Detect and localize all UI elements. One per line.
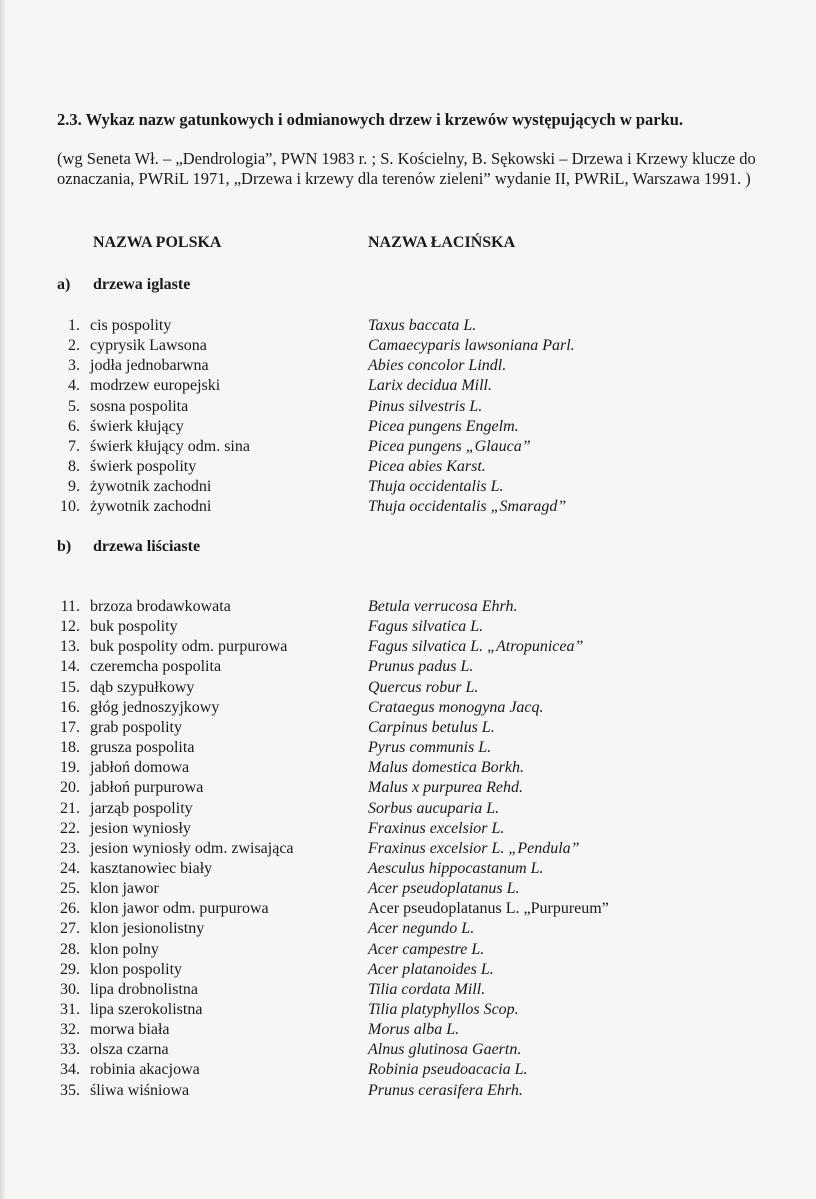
polish-name: lipa drobnolistna bbox=[90, 980, 198, 998]
latin-name: Sorbus aucuparia L. bbox=[368, 799, 500, 817]
latin-name: Acer negundo L. bbox=[368, 920, 475, 938]
item-number: 5. bbox=[68, 397, 80, 415]
list-item bbox=[0, 778, 816, 798]
item-number: 32. bbox=[60, 1021, 80, 1039]
latin-name: Acer pseudoplatanus L. bbox=[368, 880, 520, 898]
latin-name: Prunus cerasifera Ehrh. bbox=[368, 1081, 523, 1099]
item-number: 30. bbox=[60, 980, 80, 998]
polish-name: brzoza brodawkowata bbox=[90, 598, 231, 615]
item-number: 3. bbox=[68, 357, 80, 375]
polish-name: jesion wyniosły odm. zwisająca bbox=[90, 839, 294, 857]
item-number: 33. bbox=[60, 1041, 80, 1059]
latin-name: Morus alba L. bbox=[368, 1021, 460, 1039]
polish-name: klon polny bbox=[90, 940, 159, 958]
item-number: 35. bbox=[60, 1081, 80, 1099]
section-label-a bbox=[57, 276, 190, 294]
list-item bbox=[0, 738, 816, 758]
latin-name: Pinus silvestris L. bbox=[368, 397, 483, 415]
item-number: 21. bbox=[60, 799, 80, 817]
latin-name: Betula verrucosa Ehrh. bbox=[368, 598, 518, 615]
polish-name: klon jesionolistny bbox=[90, 920, 205, 938]
list-item bbox=[0, 859, 816, 879]
list-item bbox=[0, 637, 816, 657]
latin-name: Carpinus betulus L. bbox=[368, 718, 495, 736]
list-item bbox=[0, 758, 816, 778]
item-number: 31. bbox=[60, 1001, 80, 1018]
latin-name: Acer platanoides L. bbox=[368, 960, 494, 978]
item-number: 29. bbox=[60, 960, 80, 978]
list-item bbox=[0, 316, 816, 336]
item-number: 13. bbox=[60, 638, 80, 656]
polish-name: jesion wyniosły bbox=[90, 819, 191, 837]
list-item bbox=[0, 397, 816, 417]
list-item bbox=[0, 879, 816, 899]
latin-name: Prunus padus L. bbox=[368, 658, 474, 676]
section-letter: b) bbox=[57, 538, 72, 555]
list-item bbox=[0, 799, 816, 819]
list-item bbox=[0, 1060, 816, 1080]
list-item bbox=[0, 417, 816, 437]
latin-name: Tilia platyphyllos Scop. bbox=[368, 1001, 519, 1018]
item-number: 10. bbox=[60, 498, 80, 516]
list-item bbox=[0, 1081, 816, 1101]
latin-name: Thuja occidentalis L. bbox=[368, 478, 504, 496]
list-item bbox=[0, 1020, 816, 1040]
list-item bbox=[0, 940, 816, 960]
item-number: 22. bbox=[60, 819, 80, 837]
list-item bbox=[0, 839, 816, 859]
item-number: 20. bbox=[60, 779, 80, 797]
polish-name: modrzew europejski bbox=[90, 377, 221, 395]
polish-name: dąb szypułkowy bbox=[90, 678, 195, 696]
polish-name: sosna pospolita bbox=[90, 397, 189, 415]
column-header-latin: NAZWA ŁACIŃSKA bbox=[368, 234, 516, 251]
latin-name: Malus domestica Borkh. bbox=[368, 759, 524, 777]
item-number: 17. bbox=[60, 718, 80, 736]
polish-name: jabłoń domowa bbox=[90, 759, 190, 777]
item-number: 26. bbox=[60, 900, 80, 918]
list-item bbox=[0, 437, 816, 457]
list-item bbox=[0, 919, 816, 939]
latin-name: Acer campestre L. bbox=[368, 940, 485, 958]
polish-name: jabłoń purpurowa bbox=[90, 779, 204, 797]
polish-name: żywotnik zachodni bbox=[90, 478, 212, 496]
item-number: 2. bbox=[68, 337, 80, 355]
list-item bbox=[0, 1000, 816, 1020]
polish-name: olsza czarna bbox=[90, 1041, 169, 1059]
item-number: 27. bbox=[60, 920, 80, 938]
list-item bbox=[0, 457, 816, 477]
list-item bbox=[0, 597, 816, 617]
polish-name: jarząb pospolity bbox=[90, 799, 193, 817]
polish-name: żywotnik zachodni bbox=[90, 498, 212, 516]
list-item bbox=[0, 899, 816, 919]
item-number: 1. bbox=[68, 317, 80, 334]
polish-name: lipa szerokolistna bbox=[90, 1001, 203, 1018]
polish-name: świerk pospolity bbox=[90, 458, 197, 476]
latin-name: Picea abies Karst. bbox=[368, 458, 486, 476]
list-item bbox=[0, 678, 816, 698]
item-number: 6. bbox=[68, 417, 80, 435]
polish-name: głóg jednoszyjkowy bbox=[90, 698, 220, 716]
item-number: 15. bbox=[60, 678, 80, 696]
list-item bbox=[0, 497, 816, 517]
polish-name: świerk kłujący bbox=[90, 417, 184, 435]
latin-name: Abies concolor Lindl. bbox=[368, 357, 507, 375]
latin-name: Alnus glutinosa Gaertn. bbox=[368, 1041, 522, 1059]
polish-name: buk pospolity odm. purpurowa bbox=[90, 638, 288, 656]
list-item bbox=[0, 819, 816, 839]
section-title: drzewa iglaste bbox=[93, 276, 191, 293]
polish-name: klon jawor bbox=[90, 880, 159, 898]
polish-name: świerk kłujący odm. sina bbox=[90, 437, 250, 455]
latin-name: Camaecyparis lawsoniana Parl. bbox=[368, 337, 575, 355]
list-item bbox=[0, 356, 816, 376]
list-item bbox=[0, 980, 816, 1000]
item-number: 28. bbox=[60, 940, 80, 958]
latin-name: Fraxinus excelsior L. „Pendula” bbox=[368, 839, 580, 857]
latin-name: Malus x purpurea Rehd. bbox=[368, 779, 523, 797]
latin-name: Acer pseudoplatanus L. „Purpureum” bbox=[368, 900, 609, 918]
item-number: 34. bbox=[60, 1061, 80, 1079]
section-heading: 2.3. Wykaz nazw gatunkowych i odmianowych drzew i krzewów występujących w parku. bbox=[57, 110, 684, 129]
latin-name: Fraxinus excelsior L. bbox=[368, 819, 505, 837]
item-number: 25. bbox=[60, 880, 80, 898]
latin-name: Larix decidua Mill. bbox=[368, 377, 492, 395]
list-item bbox=[0, 477, 816, 497]
section-letter: a) bbox=[57, 276, 71, 293]
latin-name: Thuja occidentalis „Smaragd” bbox=[368, 498, 567, 516]
list-item bbox=[0, 1040, 816, 1060]
item-number: 14. bbox=[60, 658, 80, 676]
latin-name: Picea pungens „Glauca” bbox=[368, 437, 531, 455]
list-item bbox=[0, 698, 816, 718]
latin-name: Aesculus hippocastanum L. bbox=[368, 859, 544, 877]
polish-name: kasztanowiec biały bbox=[90, 859, 213, 877]
item-number: 23. bbox=[60, 839, 80, 857]
item-number: 9. bbox=[68, 478, 80, 496]
latin-name: Taxus baccata L. bbox=[368, 317, 477, 334]
latin-name: Crataegus monogyna Jacq. bbox=[368, 698, 544, 716]
latin-name: Pyrus communis L. bbox=[368, 739, 492, 757]
polish-name: morwa biała bbox=[90, 1021, 170, 1039]
item-number: 16. bbox=[60, 698, 80, 716]
item-number: 4. bbox=[68, 377, 80, 395]
item-number: 24. bbox=[60, 859, 80, 877]
polish-name: jodła jednobarwna bbox=[90, 357, 209, 375]
latin-name: Fagus silvatica L. bbox=[368, 618, 484, 636]
list-item bbox=[0, 617, 816, 637]
item-number: 19. bbox=[60, 759, 80, 777]
polish-name: buk pospolity bbox=[90, 618, 178, 636]
latin-name: Fagus silvatica L. „Atropunicea” bbox=[368, 638, 584, 656]
source-references: (wg Seneta Wł. – „Dendrologia”, PWN 1983 r. ; S. Kościelny, B. Sękowski – Drzewa i Krzewy klucze do oznaczania, PWRiL 1971, „Drzewa i krzewy dla terenów zieleni” wydanie II, PWRiL, Warszawa 1991. ) bbox=[57, 149, 756, 188]
list-item bbox=[0, 336, 816, 356]
polish-name: grab pospolity bbox=[90, 718, 182, 736]
latin-name: Picea pungens Engelm. bbox=[368, 417, 519, 435]
polish-name: klon jawor odm. purpurowa bbox=[90, 900, 269, 918]
item-number: 8. bbox=[68, 458, 80, 476]
latin-name: Tilia cordata Mill. bbox=[368, 980, 486, 998]
section-label-b bbox=[57, 538, 200, 556]
latin-name: Robinia pseudoacacia L. bbox=[368, 1061, 528, 1079]
list-item bbox=[0, 376, 816, 396]
item-number: 11. bbox=[60, 598, 80, 615]
polish-name: robinia akacjowa bbox=[90, 1061, 200, 1079]
latin-name: Quercus robur L. bbox=[368, 678, 479, 696]
list-item bbox=[0, 718, 816, 738]
item-number: 18. bbox=[60, 739, 80, 757]
list-item bbox=[0, 657, 816, 677]
item-number: 12. bbox=[60, 618, 80, 636]
polish-name: cis pospolity bbox=[90, 317, 172, 334]
polish-name: grusza pospolita bbox=[90, 739, 195, 757]
polish-name: czeremcha pospolita bbox=[90, 658, 222, 676]
polish-name: klon pospolity bbox=[90, 960, 183, 978]
polish-name: śliwa wiśniowa bbox=[90, 1081, 190, 1099]
list-item bbox=[0, 960, 816, 980]
section-title: drzewa liściaste bbox=[93, 538, 201, 555]
item-number: 7. bbox=[68, 437, 80, 455]
column-header-polish: NAZWA POLSKA bbox=[93, 234, 222, 251]
polish-name: cyprysik Lawsona bbox=[90, 337, 207, 355]
